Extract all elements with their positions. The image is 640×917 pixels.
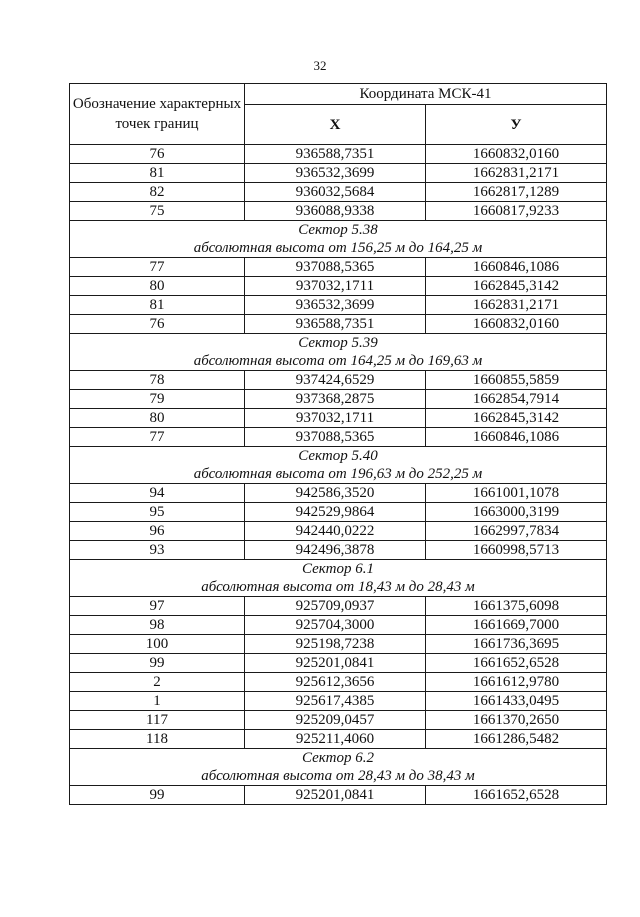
sector-title: Сектор 5.40 <box>70 447 607 466</box>
point-cell: 93 <box>70 541 245 560</box>
x-coordinate-cell: 925704,3000 <box>245 616 426 635</box>
point-cell: 75 <box>70 202 245 221</box>
point-cell: 79 <box>70 390 245 409</box>
sector-title: Сектор 5.39 <box>70 334 607 353</box>
y-coordinate-cell: 1661375,6098 <box>426 597 607 616</box>
x-coordinate-cell: 942586,3520 <box>245 484 426 503</box>
point-cell: 100 <box>70 635 245 654</box>
y-coordinate-cell: 1662817,1289 <box>426 183 607 202</box>
x-coordinate-cell: 937032,1711 <box>245 409 426 428</box>
x-coordinate-cell: 936588,7351 <box>245 315 426 334</box>
x-coordinate-cell: 937088,5365 <box>245 258 426 277</box>
sector-title-row <box>70 221 607 240</box>
point-cell: 77 <box>70 258 245 277</box>
point-cell: 82 <box>70 183 245 202</box>
header-y: У <box>426 105 607 145</box>
table-row <box>70 484 607 503</box>
x-coordinate-cell: 925209,0457 <box>245 711 426 730</box>
sector-altitude: абсолютная высота от 196,63 м до 252,25 м <box>70 465 607 484</box>
point-cell: 117 <box>70 711 245 730</box>
x-coordinate-cell: 925617,4385 <box>245 692 426 711</box>
sector-title-row <box>70 334 607 353</box>
point-cell: 98 <box>70 616 245 635</box>
table-row <box>70 654 607 673</box>
point-cell: 76 <box>70 315 245 334</box>
sector-altitude: абсолютная высота от 164,25 м до 169,63 м <box>70 352 607 371</box>
sector-title: Сектор 6.2 <box>70 749 607 768</box>
x-coordinate-cell: 925201,0841 <box>245 786 426 805</box>
table-row <box>70 315 607 334</box>
y-coordinate-cell: 1663000,3199 <box>426 503 607 522</box>
point-cell: 76 <box>70 145 245 164</box>
sector-title: Сектор 5.38 <box>70 221 607 240</box>
x-coordinate-cell: 925198,7238 <box>245 635 426 654</box>
point-cell: 96 <box>70 522 245 541</box>
table-row <box>70 597 607 616</box>
y-coordinate-cell: 1660998,5713 <box>426 541 607 560</box>
point-cell: 81 <box>70 164 245 183</box>
table-header <box>70 84 607 145</box>
x-coordinate-cell: 942440,0222 <box>245 522 426 541</box>
table-row <box>70 673 607 692</box>
y-coordinate-cell: 1660832,0160 <box>426 145 607 164</box>
point-cell: 78 <box>70 371 245 390</box>
table-row <box>70 164 607 183</box>
sector-altitude-row <box>70 239 607 258</box>
point-cell: 95 <box>70 503 245 522</box>
sector-altitude: абсолютная высота от 18,43 м до 28,43 м <box>70 578 607 597</box>
x-coordinate-cell: 925709,0937 <box>245 597 426 616</box>
table-row <box>70 711 607 730</box>
sector-altitude-row <box>70 465 607 484</box>
x-coordinate-cell: 925211,4060 <box>245 730 426 749</box>
sector-title-row <box>70 749 607 768</box>
y-coordinate-cell: 1661370,2650 <box>426 711 607 730</box>
y-coordinate-cell: 1661612,9780 <box>426 673 607 692</box>
table-row <box>70 428 607 447</box>
point-cell: 118 <box>70 730 245 749</box>
x-coordinate-cell: 937032,1711 <box>245 277 426 296</box>
table-row <box>70 145 607 164</box>
y-coordinate-cell: 1661669,7000 <box>426 616 607 635</box>
table-row <box>70 635 607 654</box>
x-coordinate-cell: 936588,7351 <box>245 145 426 164</box>
table-row <box>70 503 607 522</box>
y-coordinate-cell: 1662831,2171 <box>426 164 607 183</box>
table-row <box>70 183 607 202</box>
header-x: X <box>245 105 426 145</box>
sector-altitude-row <box>70 578 607 597</box>
table-row <box>70 296 607 315</box>
y-coordinate-cell: 1662845,3142 <box>426 277 607 296</box>
sector-altitude: абсолютная высота от 28,43 м до 38,43 м <box>70 767 607 786</box>
y-coordinate-cell: 1660832,0160 <box>426 315 607 334</box>
header-coordinate-system: Координата МСК-41 <box>245 84 607 105</box>
point-cell: 2 <box>70 673 245 692</box>
sector-title-row <box>70 560 607 579</box>
point-cell: 94 <box>70 484 245 503</box>
point-cell: 77 <box>70 428 245 447</box>
point-cell: 99 <box>70 654 245 673</box>
x-coordinate-cell: 942496,3878 <box>245 541 426 560</box>
x-coordinate-cell: 936032,5684 <box>245 183 426 202</box>
table-row <box>70 541 607 560</box>
y-coordinate-cell: 1661652,6528 <box>426 786 607 805</box>
x-coordinate-cell: 937424,6529 <box>245 371 426 390</box>
y-coordinate-cell: 1661433,0495 <box>426 692 607 711</box>
x-coordinate-cell: 936532,3699 <box>245 296 426 315</box>
point-cell: 99 <box>70 786 245 805</box>
table-row <box>70 277 607 296</box>
table-row <box>70 616 607 635</box>
sector-altitude-row <box>70 767 607 786</box>
table-row <box>70 202 607 221</box>
table-row <box>70 692 607 711</box>
table-row <box>70 258 607 277</box>
table-row <box>70 390 607 409</box>
point-cell: 1 <box>70 692 245 711</box>
header-point-designation: Обозначение характерных точек границ <box>70 84 245 145</box>
page-number: 32 <box>313 58 327 73</box>
y-coordinate-cell: 1660846,1086 <box>426 258 607 277</box>
sector-title-row <box>70 447 607 466</box>
y-coordinate-cell: 1662997,7834 <box>426 522 607 541</box>
y-coordinate-cell: 1660846,1086 <box>426 428 607 447</box>
x-coordinate-cell: 925612,3656 <box>245 673 426 692</box>
sector-altitude-row <box>70 352 607 371</box>
sector-altitude: абсолютная высота от 156,25 м до 164,25 м <box>70 239 607 258</box>
y-coordinate-cell: 1661652,6528 <box>426 654 607 673</box>
table-row <box>70 786 607 805</box>
x-coordinate-cell: 936532,3699 <box>245 164 426 183</box>
y-coordinate-cell: 1661286,5482 <box>426 730 607 749</box>
x-coordinate-cell: 942529,9864 <box>245 503 426 522</box>
y-coordinate-cell: 1660817,9233 <box>426 202 607 221</box>
y-coordinate-cell: 1660855,5859 <box>426 371 607 390</box>
sector-title: Сектор 6.1 <box>70 560 607 579</box>
y-coordinate-cell: 1662831,2171 <box>426 296 607 315</box>
table-row <box>70 522 607 541</box>
table-body <box>70 145 607 805</box>
x-coordinate-cell: 937088,5365 <box>245 428 426 447</box>
x-coordinate-cell: 937368,2875 <box>245 390 426 409</box>
y-coordinate-cell: 1662854,7914 <box>426 390 607 409</box>
table-row <box>70 730 607 749</box>
coordinates-table <box>69 83 607 805</box>
point-cell: 80 <box>70 277 245 296</box>
y-coordinate-cell: 1661001,1078 <box>426 484 607 503</box>
y-coordinate-cell: 1661736,3695 <box>426 635 607 654</box>
table-row <box>70 371 607 390</box>
x-coordinate-cell: 936088,9338 <box>245 202 426 221</box>
point-cell: 97 <box>70 597 245 616</box>
point-cell: 81 <box>70 296 245 315</box>
y-coordinate-cell: 1662845,3142 <box>426 409 607 428</box>
x-coordinate-cell: 925201,0841 <box>245 654 426 673</box>
table-row <box>70 409 607 428</box>
point-cell: 80 <box>70 409 245 428</box>
